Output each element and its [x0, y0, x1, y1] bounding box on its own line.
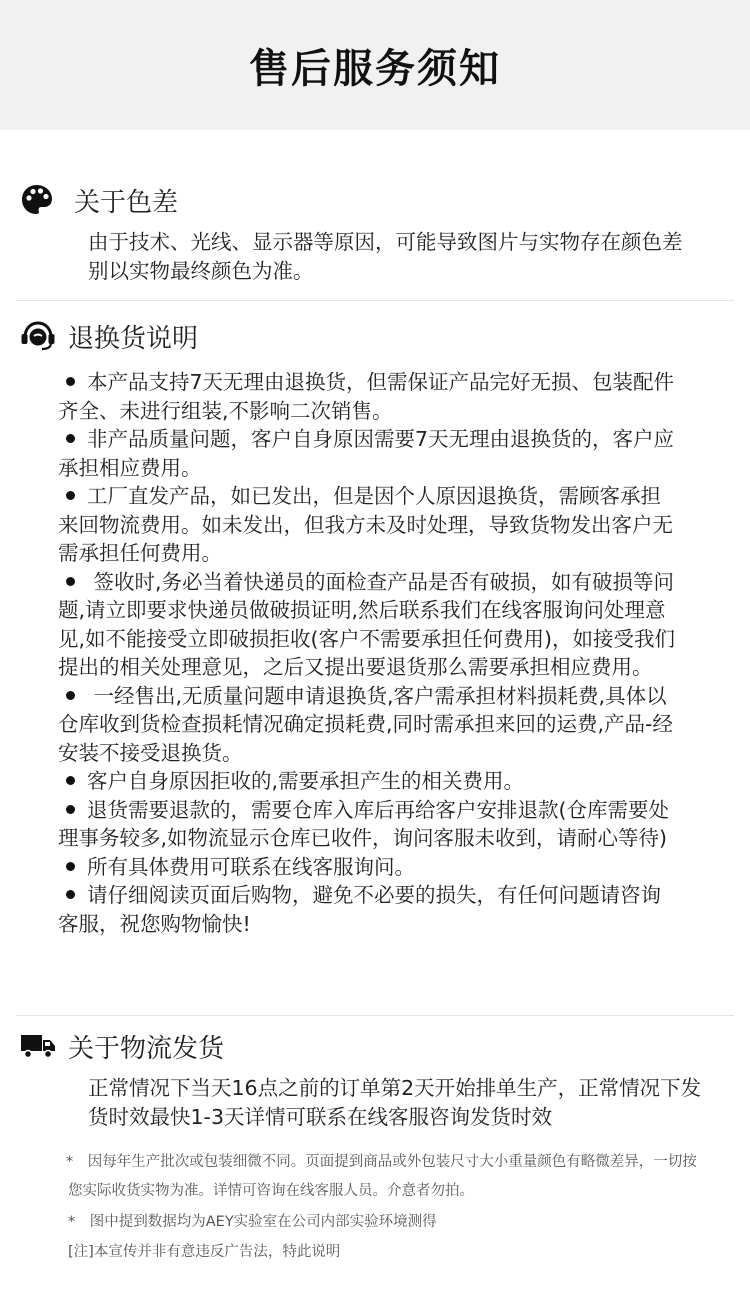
footnotes [68, 1148, 708, 1267]
list-item: 本产品支持7天无理由退换货，但需保证产品完好无损、包装配件齐全、未进行组装,不影响二次销售。 [58, 370, 675, 423]
bullet-icon [66, 691, 75, 700]
return-policy-list [20, 356, 730, 938]
bullet-icon [66, 776, 75, 785]
return-section-header [20, 316, 730, 356]
bullet-icon [66, 577, 75, 586]
section-divider [16, 300, 734, 301]
page-title: 售后服务须知 [249, 45, 501, 92]
bullet-icon [66, 491, 75, 500]
return-section-title: 退换货说明 [68, 323, 199, 354]
page-header [0, 0, 750, 130]
shipping-section-header [20, 1026, 730, 1066]
bullet-icon [66, 434, 75, 443]
list-item: 退货需要退款的，需要仓库入库后再给客户安排退款(仓库需要处理事务较多,如物流显示仓库已收件，询问客服未收到，请耐心等待) [58, 797, 669, 850]
palette-icon [20, 183, 54, 217]
list-item: 一经售出,无质量问题申请退换货,客户需承担材料损耗费,具体以仓库收到货检查损耗情况确定损耗费,同时需承担来回的运费,产品-经安装不接受退换货。 [58, 683, 673, 765]
list-item: 非产品质量问题，客户自身原因需要7天无理由退换货的，客户应承担相应费用。 [58, 427, 675, 480]
truck-icon [20, 1029, 56, 1063]
footnote-1: * 因每年生产批次或包装细微不同。页面提到商品或外包装尺寸大小重量颜色有略微差异，一切按您实际收货实物为准。详情可咨询在线客服人员。介意者勿拍。 [66, 1154, 697, 1199]
bullet-icon [66, 805, 75, 814]
color-section-title: 关于色差 [74, 187, 179, 218]
shipping-section [0, 1026, 750, 1132]
bullet-icon [66, 377, 75, 386]
list-item: 所有具体费用可联系在线客服询问。 [58, 853, 680, 882]
shipping-section-text: 正常情况下当天16点之前的订单第2天开始排单生产，正常情况下发货时效最快1-3天详情可联系在线客服咨询发货时效 [88, 1076, 702, 1129]
list-item: 请仔细阅读页面后购物，避免不必要的损失，有任何问题请咨询客服，祝您购物愉快! [58, 883, 661, 936]
list-item: 客户自身原因拒收的,需要承担产生的相关费用。 [58, 767, 680, 796]
bullet-icon [66, 862, 75, 871]
headset-icon [20, 319, 56, 353]
list-item: 工厂直发产品，如已发出，但是因个人原因退换货，需顾客承担来回物流费用。如未发出，但我方未及时处理，导致货物发出客户无需承担任何费用。 [58, 484, 673, 565]
color-section-text: 由于技术、光线、显示器等原因，可能导致图片与实物存在颜色差别以实物最终颜色为准。 [88, 230, 683, 283]
footnote-3: [注]本宣传并非有意违反广告法，特此说明 [68, 1244, 341, 1260]
list-item: 签收时,务必当着快递员的面检查产品是否有破损，如有破损等问题,请立即要求快递员做破损证明,然后联系我们在线客服询问处理意见,如不能接受立即破损拒收(客户不需要承担任何费用)，如接受我们提出的相关处理意见，之后又提出要退货那么需要承担相应费用。 [58, 569, 676, 679]
section-divider [16, 1015, 734, 1016]
bullet-icon [66, 890, 75, 899]
footnote-2: * 图中提到数据均为AEY实验室在公司内部实验环境测得 [68, 1214, 437, 1230]
return-section [0, 316, 750, 938]
color-section [0, 180, 750, 286]
color-section-header [20, 180, 730, 220]
shipping-section-title: 关于物流发货 [68, 1033, 225, 1064]
